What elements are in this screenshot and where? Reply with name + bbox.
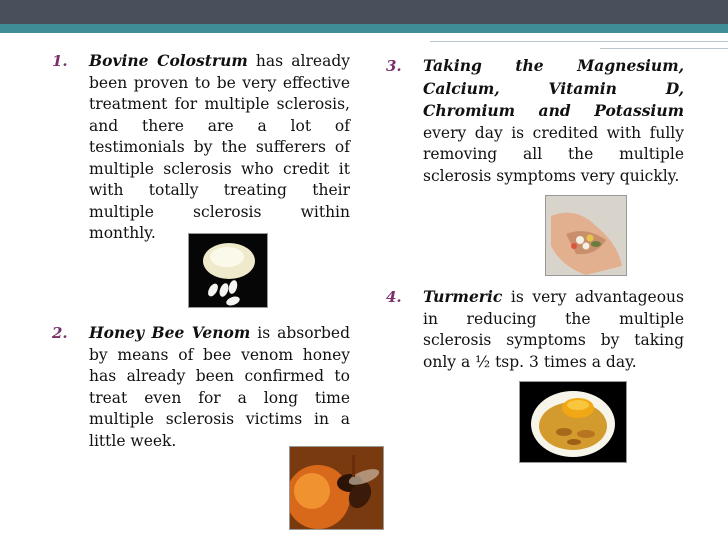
item-number: 3. [386, 57, 402, 75]
item-body: every day is credited with fully removing all the multiple sclerosis symptoms very quickly. [423, 123, 684, 185]
item-text [423, 55, 684, 187]
item-body: is very advantageous in reducing the multiple sclerosis symptoms by taking only a ½ tsp. 3 times a day. [423, 288, 684, 371]
list-item-turmeric [386, 286, 686, 373]
item-number: 1. [52, 52, 68, 70]
decorative-line [430, 41, 728, 42]
colostrum-image [188, 233, 268, 308]
item-text [89, 50, 350, 245]
item-body: is absorbed by means of bee venom honey has already been confirmed to treat even for a long time multiple sclerosis victims in a little week. [89, 324, 350, 450]
list-item-magnesium-calcium [386, 55, 686, 187]
item-body: has already been proven to be very effective treatment for multiple sclerosis, and there are a lot of testimonials by the sufferers of multiple sclerosis who credit it with totally treating their multiple sclerosis within monthly. [89, 52, 351, 242]
turmeric-image [519, 381, 627, 463]
item-number: 4. [386, 288, 402, 306]
list-item-bovine-colostrum [52, 50, 352, 245]
pills-in-hand-image [545, 195, 627, 276]
accent-stripe [0, 24, 728, 33]
bee-venom-image [289, 446, 384, 530]
item-title: Taking the Magnesium, Calcium, Vitamin D, Chromium and Potassium [423, 56, 684, 120]
list-item-honey-bee-venom [52, 322, 352, 452]
item-text [423, 286, 684, 373]
item-title: Bovine Colostrum [89, 51, 248, 70]
item-title: Turmeric [423, 287, 503, 306]
header-bar [0, 0, 728, 24]
item-title: Honey Bee Venom [89, 323, 251, 342]
item-text [89, 322, 350, 452]
item-number: 2. [52, 324, 68, 342]
decorative-line [600, 48, 728, 49]
